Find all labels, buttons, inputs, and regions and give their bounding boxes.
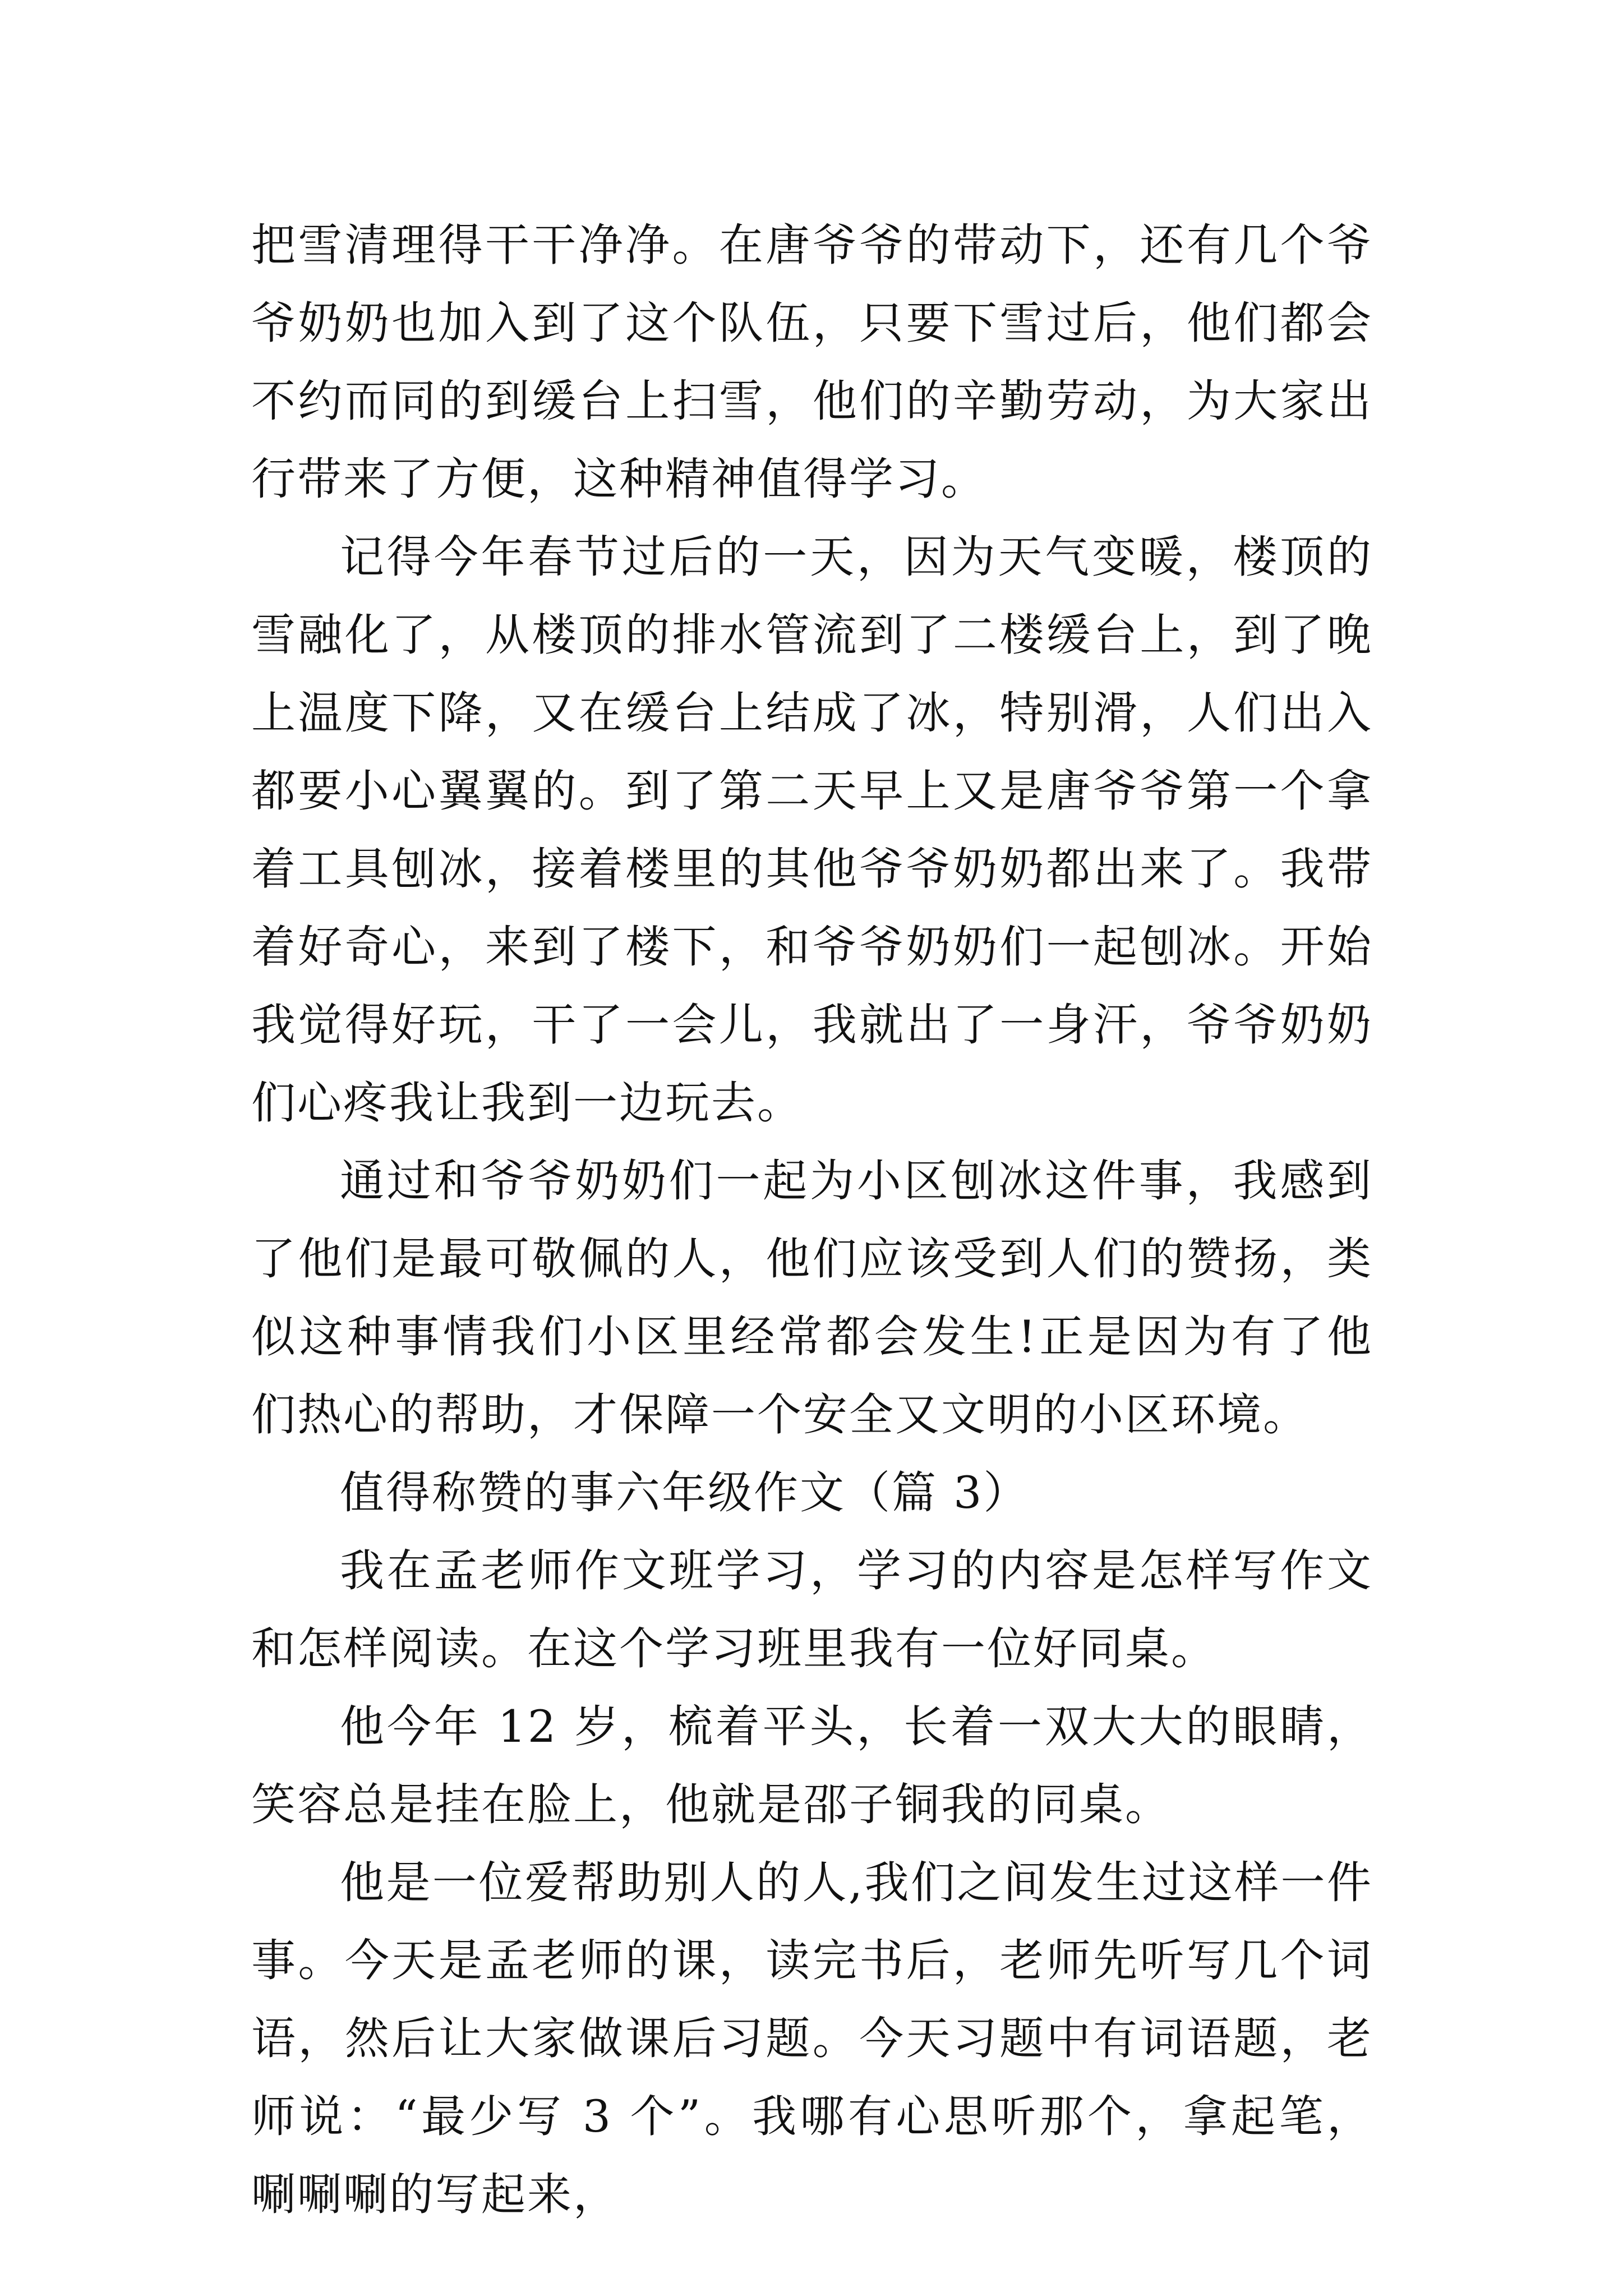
paragraph-3: 通过和爷爷奶奶们一起为小区刨冰这件事，我感到了他们是最可敬佩的人，他们应该受到人们的赞扬，类似这种事情我们小区里经常都会发生!正是因为有了他们热心的帮助，才保障一个安全又文明的小区环境。 bbox=[251, 1155, 1373, 1441]
document-body bbox=[251, 206, 1373, 2234]
paragraph-1: 把雪清理得干干净净。在唐爷爷的带动下，还有几个爷爷奶奶也加入到了这个队伍，只要下雪过后，他们都会不约而同的到缓台上扫雪，他们的辛勤劳动，为大家出行带来了方便，这种精神值得学习。 bbox=[251, 219, 1373, 505]
paragraph-4: 我在孟老师作文班学习，学习的内容是怎样写作文和怎样阅读。在这个学习班里我有一位好同桌。 bbox=[251, 1545, 1373, 1674]
paragraph-5: 他今年 12 岁，梳着平头，长着一双大大的眼睛，笑容总是挂在脸上，他就是邵子铜我的同桌。 bbox=[251, 1701, 1373, 1830]
paragraph-6: 他是一位爱帮助别人的人,我们之间发生过这样一件事。今天是孟老师的课，读完书后，老师先听写几个词语，然后让大家做课后习题。今天习题中有词语题，老师说：“最少写 3 个”。我哪有心思听那个，拿起笔，唰唰唰的写起来， bbox=[251, 1857, 1373, 2220]
section-heading: 值得称赞的事六年级作文（篇 3） bbox=[340, 1467, 1030, 1519]
paragraph-2: 记得今年春节过后的一天，因为天气变暖，楼顶的雪融化了，从楼顶的排水管流到了二楼缓台上，到了晚上温度下降，又在缓台上结成了冰，特别滑，人们出入都要小心翼翼的。到了第二天早上又是唐爷爷第一个拿着工具刨冰，接着楼里的其他爷爷奶奶都出来了。我带着好奇心，来到了楼下，和爷爷奶奶们一起刨冰。开始我觉得好玩，干了一会儿，我就出了一身汗，爷爷奶奶们心疼我让我到一边玩去。 bbox=[251, 531, 1373, 1129]
